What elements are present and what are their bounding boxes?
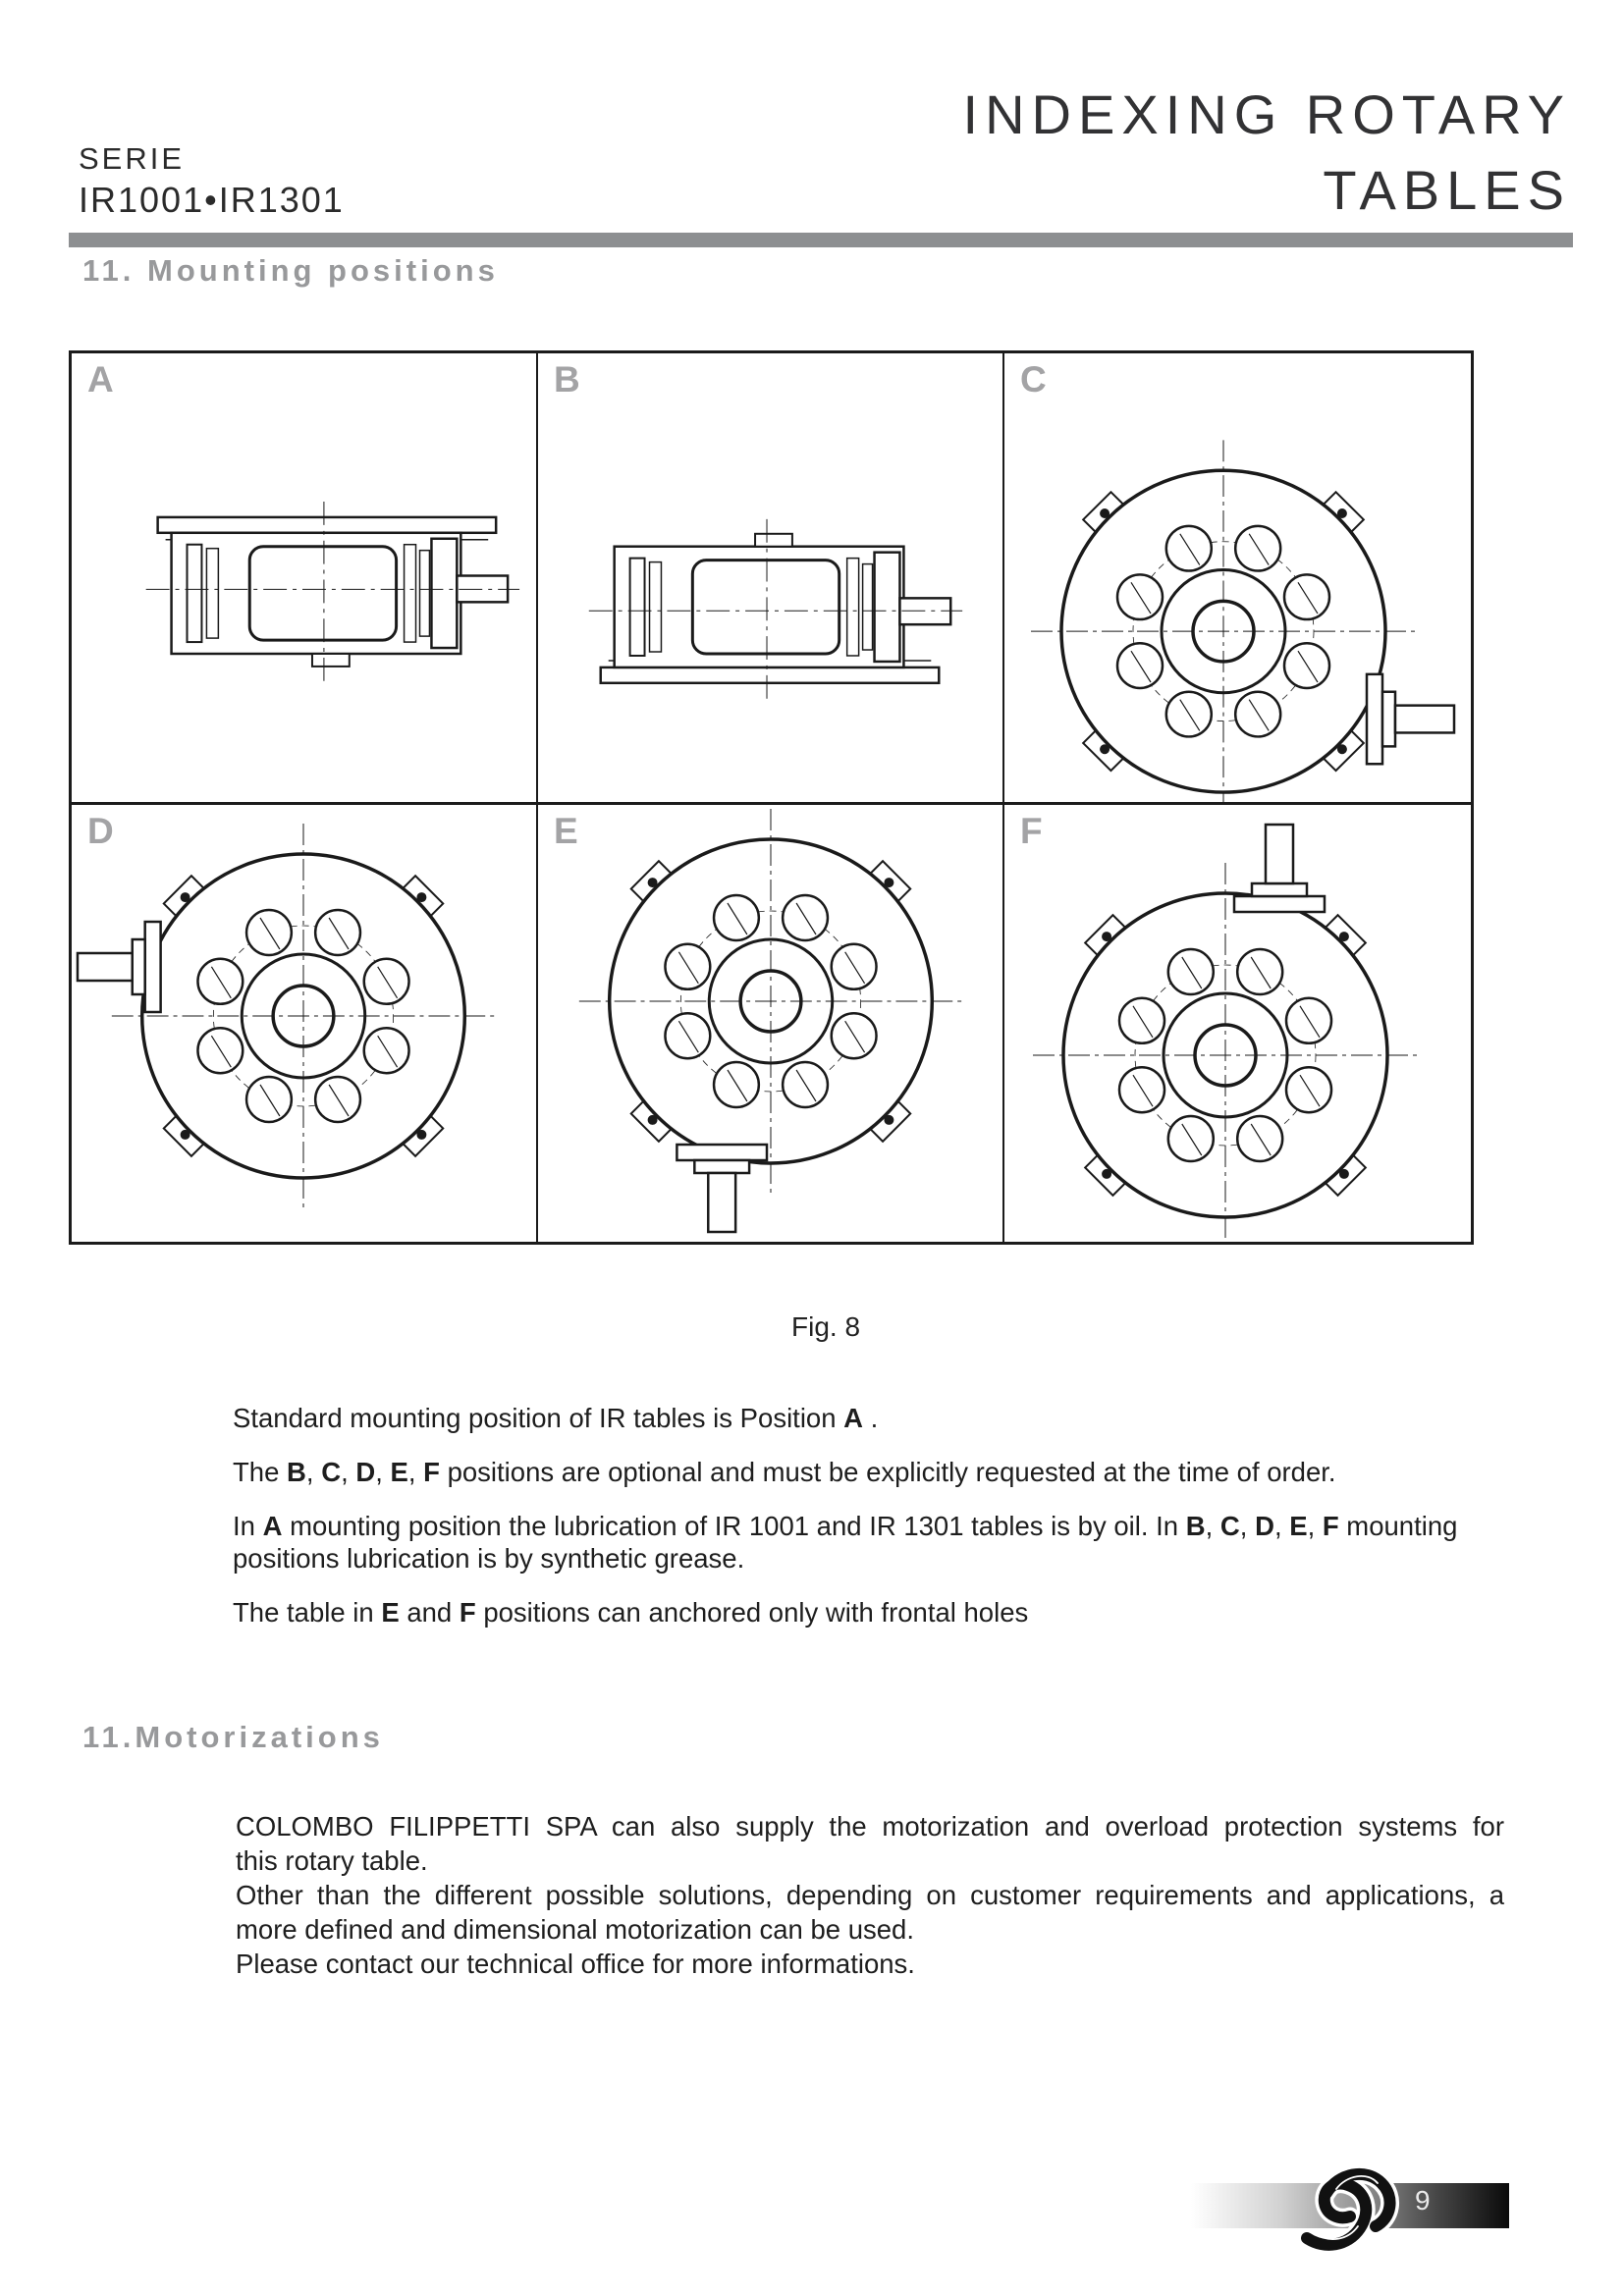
mounting-paragraph-4: The table in E and F positions can anchored only with frontal holes bbox=[233, 1597, 1029, 1628]
cell-label-f: F bbox=[1020, 811, 1044, 851]
motorizations-line: this rotary table. bbox=[236, 1845, 428, 1876]
motorizations-line: more defined and dimensional motorization can be used. bbox=[236, 1914, 914, 1945]
section-heading-motorizations: 11.Motorizations bbox=[82, 1720, 384, 1754]
mounting-paragraph-3: In A mounting position the lubrication of IR 1001 and IR 1301 tables is by oil. In B, C, D, E, F mounting positions lubrication is by synthetic grease. bbox=[233, 1511, 1458, 1574]
drawing-position-b bbox=[538, 353, 1002, 802]
motorizations-line: Please contact our technical office for more informations. bbox=[236, 1949, 915, 1979]
figure-caption: Fig. 8 bbox=[791, 1311, 861, 1342]
page-title bbox=[963, 77, 1571, 229]
drawing-position-d bbox=[72, 805, 536, 1242]
motorizations-line: Other than the different possible solutions, depending on customer requirements and applications, a bbox=[236, 1880, 1504, 1910]
mounting-cell-f bbox=[1004, 805, 1471, 1242]
drawing-position-f bbox=[1004, 805, 1471, 1242]
drawing-position-c bbox=[1004, 353, 1471, 802]
motorizations-paragraph bbox=[236, 1809, 1504, 1981]
page-title-line2: TABLES bbox=[1323, 159, 1571, 222]
page-title-line1: INDEXING ROTARY bbox=[962, 83, 1571, 145]
mounting-cell-c bbox=[1004, 353, 1471, 805]
mounting-paragraphs bbox=[233, 1402, 1501, 1650]
mounting-cell-b bbox=[538, 353, 1004, 805]
motorizations-line: COLOMBO FILIPPETTI SPA can also supply the motorization and overload protection systems for bbox=[236, 1811, 1504, 1842]
mounting-cell-d bbox=[72, 805, 538, 1242]
mounting-paragraph-2: The B, C, D, E, F positions are optional and must be explicitly requested at the time of order. bbox=[233, 1457, 1336, 1487]
mounting-cell-a bbox=[72, 353, 538, 805]
header-rule bbox=[69, 233, 1573, 247]
page-number: 9 bbox=[1415, 2185, 1431, 2216]
series-models: IR1001•IR1301 bbox=[79, 180, 345, 220]
cell-label-c: C bbox=[1020, 359, 1048, 400]
series-label: SERIE bbox=[79, 141, 186, 176]
cell-label-a: A bbox=[87, 359, 115, 400]
cell-label-d: D bbox=[87, 811, 115, 851]
section-heading-mounting: 11. Mounting positions bbox=[82, 253, 499, 288]
mounting-cell-e bbox=[538, 805, 1004, 1242]
mounting-positions-grid bbox=[69, 350, 1474, 1245]
cell-label-b: B bbox=[554, 359, 581, 400]
knot-logo-icon bbox=[1292, 2158, 1412, 2256]
drawing-position-a bbox=[72, 353, 536, 802]
brand-block bbox=[79, 143, 345, 218]
cell-label-e: E bbox=[554, 811, 579, 851]
drawing-position-e bbox=[538, 805, 1002, 1242]
mounting-paragraph-1: Standard mounting position of IR tables is Position A . bbox=[233, 1403, 879, 1433]
